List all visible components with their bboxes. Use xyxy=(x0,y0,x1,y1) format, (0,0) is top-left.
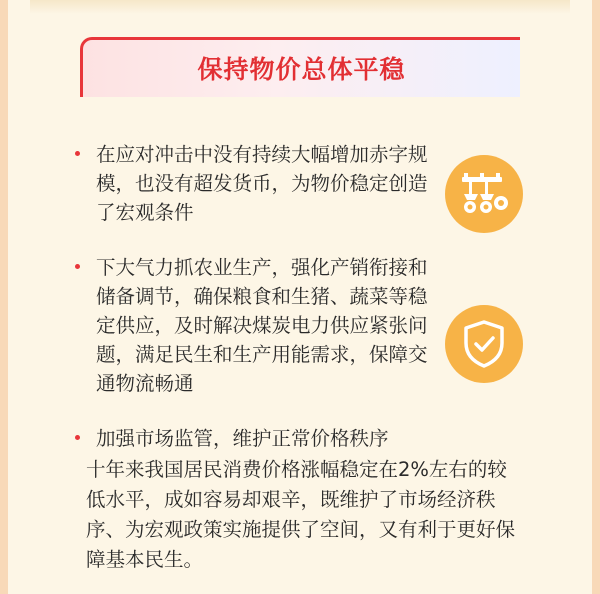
section-title: 保持物价总体平稳 xyxy=(197,55,406,84)
summary-paragraph: 十年来我国居民消费价格涨幅稳定在2%左右的较低水平，成如容易却艰辛，既维护了市场经济秩序、为宏观政策实施提供了空间，又有利于更好保障基本民生。 xyxy=(86,458,516,571)
left-border xyxy=(0,0,8,594)
section-title-box xyxy=(80,37,520,97)
bullet-text: 在应对冲击中没有持续大幅增加赤字规模，也没有超发货币，为物价稳定创造了宏观条件 xyxy=(96,143,428,224)
bullet-dot xyxy=(75,264,80,269)
bullet-item-market xyxy=(72,424,432,453)
bullet-list xyxy=(72,140,432,479)
factory-robot-arm-icon xyxy=(445,155,523,233)
bullet-dot xyxy=(75,435,80,440)
bullet-item-fiscal xyxy=(72,140,432,227)
bullet-item-supply xyxy=(72,253,432,398)
bullet-dot xyxy=(75,151,80,156)
bullet-text: 下大气力抓农业生产，强化产销衔接和储备调节，确保粮食和生猪、蔬菜等稳定供应，及时解决煤炭电力供应紧张问题，满足民生和生产用能需求，保障交通物流畅通 xyxy=(96,256,428,395)
bullet-text: 加强市场监管，维护正常价格秩序 xyxy=(96,427,389,450)
right-border xyxy=(592,0,600,594)
shield-check-icon xyxy=(445,305,523,383)
top-divider xyxy=(30,0,570,14)
